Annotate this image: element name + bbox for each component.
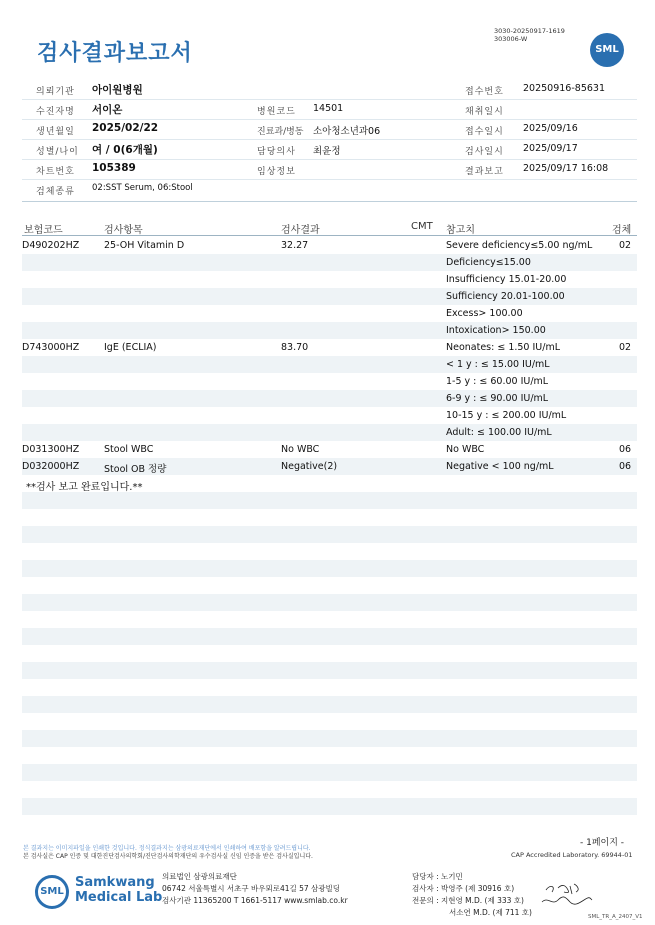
table-stripe [22, 492, 637, 509]
patient-value: 서이온 [92, 104, 123, 116]
doctor-value: 최윤정 [313, 146, 341, 157]
receipt-date-label: 접수일시 [465, 127, 504, 137]
brand-line-1: Samkwang [75, 875, 155, 890]
test-date-value: 2025/09/17 [523, 143, 578, 154]
row-reference: No WBC [446, 444, 485, 455]
brand-line-2: Medical Lab [75, 890, 163, 905]
table-stripe [22, 560, 637, 577]
page-title: 검사결과보고서 [37, 41, 193, 66]
chart-label: 차트번호 [36, 167, 75, 177]
page-number: - 1페이지 - [580, 838, 625, 848]
document-code [494, 27, 565, 43]
row-reference: Negative < 100 ng/mL [446, 461, 554, 472]
table-stripe [22, 526, 637, 543]
institution-value: 아이원병원 [92, 84, 143, 96]
clinical-label: 임상정보 [257, 167, 296, 177]
row-result: Negative(2) [281, 461, 338, 472]
document-code-line2: 303006-W [494, 35, 528, 43]
table-stripe [22, 764, 637, 781]
doctor-label: 담당의사 [257, 147, 296, 157]
org-info [162, 871, 348, 907]
header-code: 보험코드 [24, 225, 63, 236]
info-row-6 [22, 180, 637, 202]
row-code: D490202HZ [22, 240, 80, 251]
row-specimen: 02 [619, 240, 632, 251]
test-date-label: 검사일시 [465, 147, 504, 157]
row-reference: Deficiency≤15.00 [446, 257, 531, 268]
chart-value: 105389 [92, 162, 136, 174]
header-result: 검사결과 [281, 225, 320, 236]
row-specimen: 06 [619, 444, 632, 455]
header-item: 검사항목 [104, 225, 143, 236]
row-item: IgE (ECLIA) [104, 342, 157, 353]
table-stripe [22, 730, 637, 747]
info-row-2 [22, 100, 637, 120]
row-reference: 6-9 y : ≤ 90.00 IU/mL [446, 393, 549, 404]
receipt-date-value: 2025/09/16 [523, 123, 578, 134]
org-contact: 검사기관 11365200 T 1661-5117 www.smlab.co.kr [162, 896, 348, 905]
row-reference: 1-5 y : ≤ 60.00 IU/mL [446, 376, 549, 387]
row-result: 32.27 [281, 240, 309, 251]
row-item: Stool OB 정량 [104, 464, 167, 475]
info-row-4 [22, 140, 637, 160]
row-specimen: 02 [619, 342, 632, 353]
row-reference: Insufficiency 15.01-20.00 [446, 274, 567, 285]
results-table-header [22, 219, 637, 236]
cap-accreditation: CAP Accredited Laboratory. 69944-01 [511, 851, 633, 859]
patient-label: 수진자명 [36, 107, 75, 117]
sex-age-value: 여 / 0(6개월) [92, 144, 158, 156]
table-stripe [22, 662, 637, 679]
birth-value: 2025/02/22 [92, 122, 159, 134]
sml-logo: SML [590, 33, 624, 67]
hospital-code-value: 14501 [313, 103, 344, 114]
birth-label: 생년월일 [36, 127, 75, 137]
row-result: 83.70 [281, 342, 309, 353]
table-stripe [22, 696, 637, 713]
row-result: No WBC [281, 444, 320, 455]
report-label: 결과보고 [465, 167, 504, 177]
hospital-code-label: 병원코드 [257, 107, 296, 117]
staff-info [412, 871, 532, 919]
org-name: 의료법인 삼광의료재단 [162, 872, 237, 881]
manager: 담당자 : 노기민 [412, 872, 463, 881]
samkwang-brand [75, 875, 162, 905]
row-reference: Sufficiency 20.01-100.00 [446, 291, 565, 302]
report-value: 2025/09/17 16:08 [523, 163, 609, 174]
table-stripe [22, 594, 637, 611]
table-stripe [22, 254, 637, 271]
row-reference: < 1 y : ≤ 15.00 IU/mL [446, 359, 550, 370]
info-row-1 [22, 80, 637, 100]
row-reference: Severe deficiency≤5.00 ng/mL [446, 240, 593, 251]
disclaimer-line-1: 본 결과지는 이미지파일을 인쇄한 것입니다. 정식결과지는 삼광의료재단에서 인쇄하여 배포함을 알려드립니다. [23, 845, 311, 852]
specimen-type-label: 검체종류 [36, 187, 75, 197]
header-reference: 참고치 [446, 225, 475, 236]
row-specimen: 06 [619, 461, 632, 472]
receipt-no-label: 접수번호 [465, 87, 504, 97]
row-reference: Excess> 100.00 [446, 308, 523, 319]
tester: 검사자 : 박영주 (제 30916 호) [412, 884, 515, 893]
dept-value: 소아청소년과06 [313, 126, 381, 137]
report-complete-note: **검사 보고 완료입니다.** [26, 482, 143, 493]
sex-age-label: 성별/나이 [36, 147, 79, 157]
specimen-type-value: 02:SST Serum, 06:Stool [92, 183, 193, 193]
samkwang-logo-icon: SML [35, 875, 69, 909]
org-address: 06742 서울특별시 서초구 바우뫼로41길 57 삼광빌딩 [162, 884, 341, 893]
row-reference: Intoxication> 150.00 [446, 325, 546, 336]
header-specimen: 검체 [612, 225, 632, 236]
document-code-line1: 3030-20250917-1619 [494, 27, 565, 35]
table-stripe [22, 628, 637, 645]
row-item: Stool WBC [104, 444, 154, 455]
signature-image [536, 880, 596, 910]
row-code: D032000HZ [22, 461, 80, 472]
specialist-2: 서소연 M.D. (제 711 호) [449, 908, 532, 917]
dept-label: 진료과/병동 [257, 127, 304, 137]
header-cmt: CMT [411, 221, 433, 232]
receipt-no-value: 20250916-85631 [523, 83, 606, 94]
form-code: SML_TR_A_2407_V1 [588, 914, 643, 920]
disclaimer-line-2: 본 검사실은 CAP 인증 및 대한진단검사의학회/진단검사의학재단의 우수검사실 신임 인증을 받은 검사실입니다. [23, 853, 313, 860]
row-reference: Neonates: ≤ 1.50 IU/mL [446, 342, 560, 353]
info-row-3 [22, 120, 637, 140]
table-stripe [22, 798, 637, 815]
row-code: D031300HZ [22, 444, 80, 455]
row-code: D743000HZ [22, 342, 80, 353]
row-reference: Adult: ≤ 100.00 IU/mL [446, 427, 552, 438]
info-row-5 [22, 160, 637, 180]
row-reference: 10-15 y : ≤ 200.00 IU/mL [446, 410, 567, 421]
specialist-1: 전문의 : 지현영 M.D. (제 333 호) [412, 896, 524, 905]
collect-date-label: 채취일시 [465, 107, 504, 117]
institution-label: 의뢰기관 [36, 87, 75, 97]
row-item: 25-OH Vitamin D [104, 240, 185, 251]
